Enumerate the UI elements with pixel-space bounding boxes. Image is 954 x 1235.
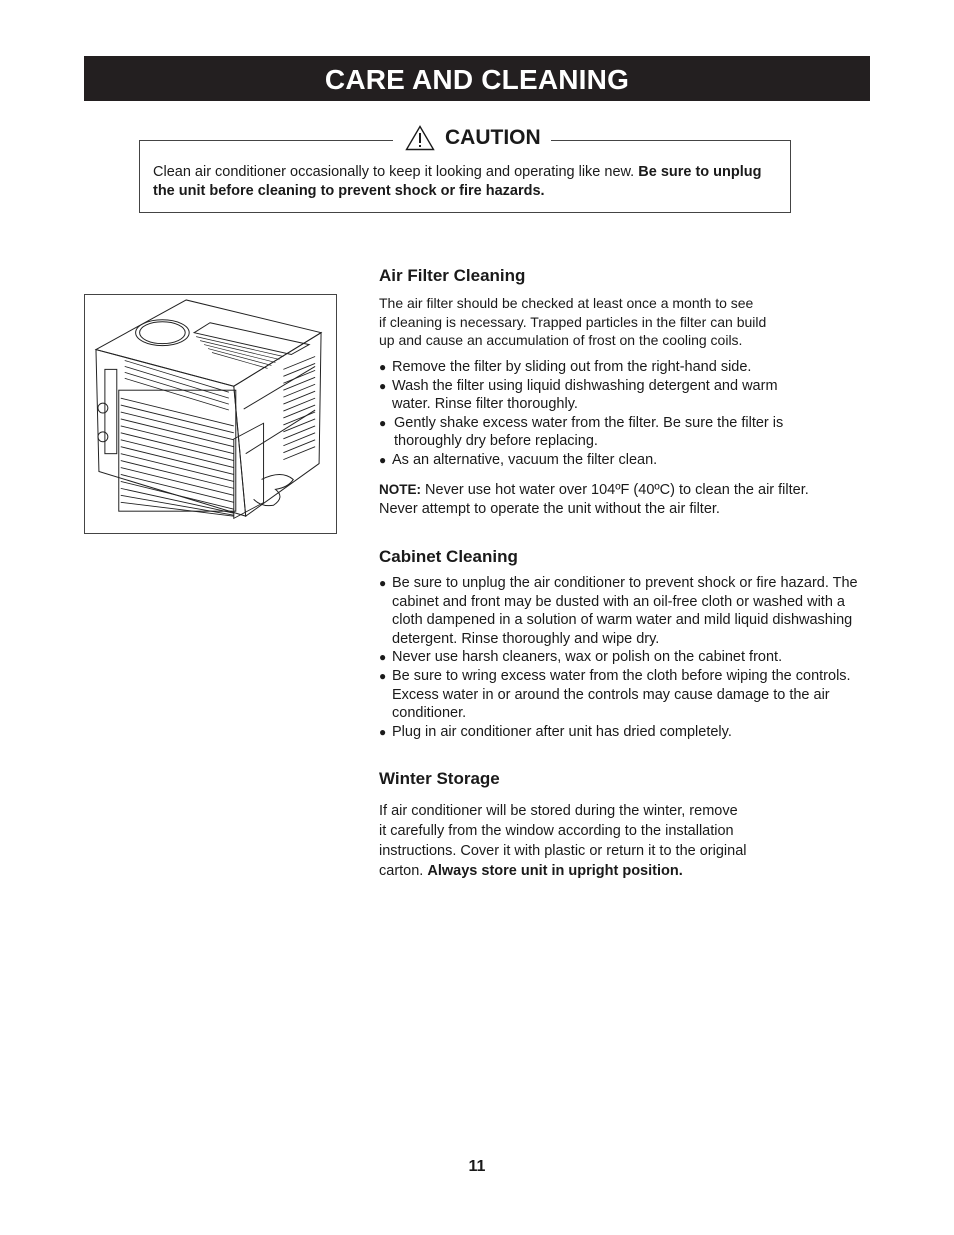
air-filter-bullets xyxy=(379,358,819,470)
winter-line: it carefully from the window according to the installation xyxy=(379,823,734,839)
list-item: ● Be sure to unplug the air conditioner to prevent shock or fire hazard. The cabinet and front may be dusted with an oil-free cloth or washed with a cloth dampened in a solution of warm water and mild liquid dishwashing detergent. Rinse thoroughly and wipe dry. xyxy=(379,574,869,648)
page-title: CARE AND CLEANING xyxy=(84,56,870,101)
caution-text-normal: Clean air conditioner occasionally to keep it looking and operating like new. xyxy=(153,164,635,180)
air-conditioner-filter-illustration xyxy=(84,294,337,534)
note-line-2: Never attempt to operate the unit without the air filter. xyxy=(379,500,720,517)
winter-line: instructions. Cover it with plastic or return it to the original xyxy=(379,843,747,859)
page-number: 11 xyxy=(468,1158,486,1175)
air-filter-note xyxy=(379,481,869,518)
cabinet-bullets xyxy=(379,574,869,741)
note-text: Never use hot water over 104ºF (40ºC) to clean the air filter. xyxy=(425,482,809,498)
winter-heading: Winter Storage xyxy=(379,769,500,788)
winter-text xyxy=(379,801,799,882)
winter-bold-text: Always store unit in upright position. xyxy=(427,863,683,879)
list-item: ● Be sure to wring excess water from the cloth before wiping the controls. Excess water in or around the controls may cause damage to the air conditioner. xyxy=(379,667,869,723)
list-item: ● Never use harsh cleaners, wax or polish on the cabinet front. xyxy=(379,648,869,667)
winter-last-line: carton. xyxy=(379,863,424,879)
list-item: ● As an alternative, vacuum the filter clean. xyxy=(379,451,819,470)
air-filter-intro-line: up and cause an accumulation of frost on the cooling coils. xyxy=(379,332,743,348)
list-item: ● Plug in air conditioner after unit has dried completely. xyxy=(379,723,869,742)
air-filter-intro-line: if cleaning is necessary. Trapped particles in the filter can build xyxy=(379,313,767,330)
air-filter-intro-line: The air filter should be checked at least once a month to see xyxy=(379,295,754,311)
list-item: ● Wash the filter using liquid dishwashing detergent and warm water. Rinse filter thoroughly. xyxy=(379,377,819,414)
air-filter-intro xyxy=(379,294,879,350)
note-label: NOTE: xyxy=(379,482,421,497)
caution-heading xyxy=(393,124,551,152)
list-item: ● Remove the filter by sliding out from the right-hand side. xyxy=(379,358,819,377)
air-filter-heading: Air Filter Cleaning xyxy=(379,266,526,285)
warning-triangle-icon xyxy=(405,125,435,151)
winter-line: If air conditioner will be stored during the winter, remove xyxy=(379,803,738,819)
caution-text-bold: Be sure to unplug the unit before cleaning to prevent shock or fire hazards. xyxy=(153,164,762,199)
list-item: ● Gently shake excess water from the filter. Be sure the filter is thoroughly dry before replacing. xyxy=(379,414,819,451)
caution-text xyxy=(153,163,773,200)
caution-label: CAUTION xyxy=(445,126,541,149)
cabinet-heading: Cabinet Cleaning xyxy=(379,547,518,566)
